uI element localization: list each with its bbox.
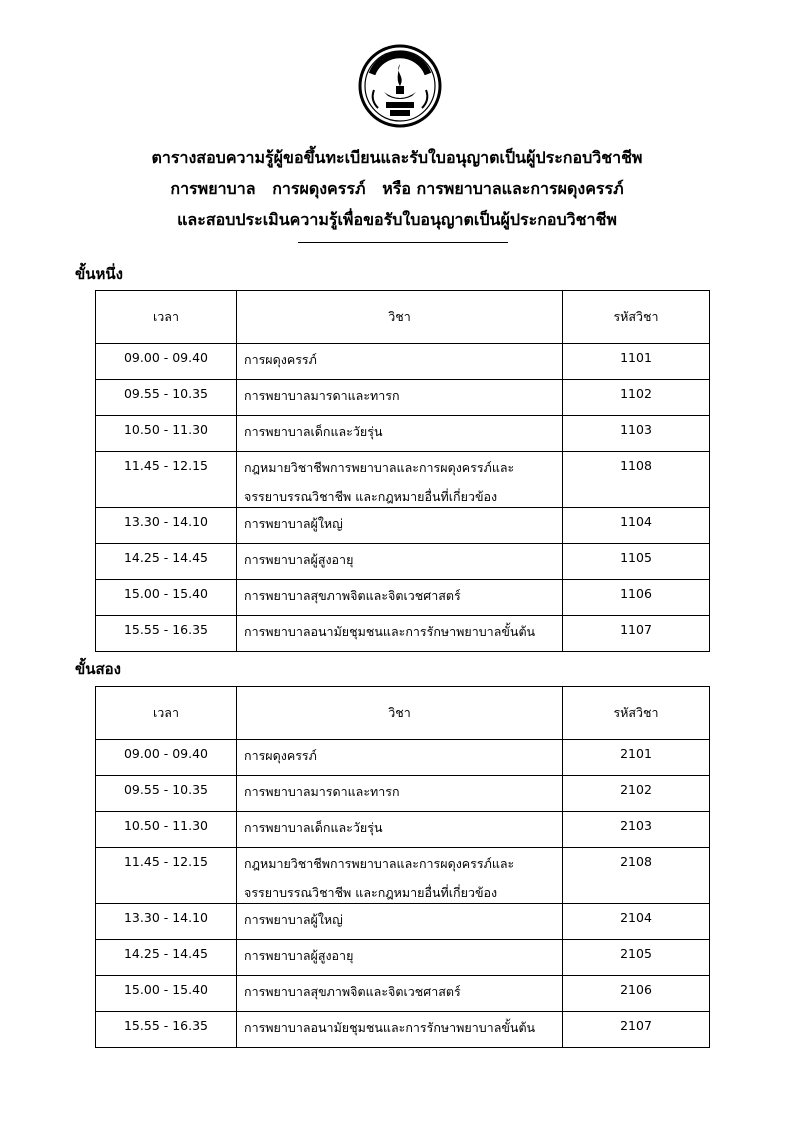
code-cell: 1102 xyxy=(563,380,710,416)
subject-cell xyxy=(237,508,563,544)
table-row xyxy=(96,616,710,652)
subject-text: การพยาบาลสุขภาพจิตและจิตเวชศาสตร์ xyxy=(244,984,461,999)
subject-cell xyxy=(237,904,563,940)
table-row xyxy=(96,380,710,416)
code-cell: 1101 xyxy=(563,344,710,380)
column-header-time: เวลา xyxy=(96,291,237,344)
section-title-level-1: ขั้นหนึ่ง xyxy=(75,265,123,283)
code-cell: 2107 xyxy=(563,1012,710,1048)
time-cell: 15.55 - 16.35 xyxy=(96,1012,237,1048)
time-cell: 15.00 - 15.40 xyxy=(96,976,237,1012)
table-row xyxy=(96,544,710,580)
code-cell: 1105 xyxy=(563,544,710,580)
column-header-code: รหัสวิชา xyxy=(563,291,710,344)
code-cell: 2104 xyxy=(563,904,710,940)
subject-cell xyxy=(237,380,563,416)
subject-text: การพยาบาลผู้ใหญ่ xyxy=(244,516,343,531)
time-cell: 10.50 - 11.30 xyxy=(96,812,237,848)
exam-schedule-table-level-2 xyxy=(95,686,710,1048)
code-cell: 2103 xyxy=(563,812,710,848)
code-cell: 2105 xyxy=(563,940,710,976)
subject-text: การพยาบาลเด็กและวัยรุ่น xyxy=(244,424,383,439)
subject-cell xyxy=(237,616,563,652)
table-header-row xyxy=(96,291,710,344)
table-row xyxy=(96,976,710,1012)
code-cell: 1104 xyxy=(563,508,710,544)
subject-text: การพยาบาลมารดาและทารก xyxy=(244,388,400,403)
subject-cell xyxy=(237,544,563,580)
subject-cell xyxy=(237,452,563,508)
subject-cell xyxy=(237,848,563,904)
table-row xyxy=(96,940,710,976)
time-cell: 14.25 - 14.45 xyxy=(96,940,237,976)
time-cell: 10.50 - 11.30 xyxy=(96,416,237,452)
code-cell: 1106 xyxy=(563,580,710,616)
time-cell: 14.25 - 14.45 xyxy=(96,544,237,580)
subject-text: การพยาบาลอนามัยชุมชนและการรักษาพยาบาลขั้นต้น xyxy=(244,624,536,639)
time-cell: 09.00 - 09.40 xyxy=(96,344,237,380)
table-row xyxy=(96,848,710,904)
subject-text-line-2: จรรยาบรรณวิชาชีพ และกฎหมายอื่นที่เกี่ยวข้อง xyxy=(244,885,498,900)
subject-text: การผดุงครรภ์ xyxy=(244,352,317,367)
table-row xyxy=(96,508,710,544)
code-cell: 1107 xyxy=(563,616,710,652)
section-title-level-2: ขั้นสอง xyxy=(75,660,121,678)
subject-text: การพยาบาลอนามัยชุมชนและการรักษาพยาบาลขั้นต้น xyxy=(244,1020,536,1035)
title-line-3: และสอบประเมินความรู้เพื่อขอรับใบอนุญาตเป็นผู้ประกอบวิชาชีพ xyxy=(177,210,617,229)
code-cell: 2102 xyxy=(563,776,710,812)
time-cell: 11.45 - 12.15 xyxy=(96,452,237,508)
time-cell: 15.00 - 15.40 xyxy=(96,580,237,616)
time-cell: 13.30 - 14.10 xyxy=(96,508,237,544)
time-cell: 09.55 - 10.35 xyxy=(96,776,237,812)
subject-text-line-2: จรรยาบรรณวิชาชีพ และกฎหมายอื่นที่เกี่ยวข้อง xyxy=(244,489,498,504)
subject-text: กฎหมายวิชาชีพการพยาบาลและการผดุงครรภ์และ xyxy=(244,460,515,475)
code-cell: 2101 xyxy=(563,740,710,776)
subject-cell xyxy=(237,416,563,452)
exam-schedule-table-level-1 xyxy=(95,290,710,652)
subject-text: การผดุงครรภ์ xyxy=(244,748,317,763)
table-row xyxy=(96,776,710,812)
table-row xyxy=(96,416,710,452)
subject-cell xyxy=(237,940,563,976)
table-row xyxy=(96,580,710,616)
time-cell: 11.45 - 12.15 xyxy=(96,848,237,904)
subject-text: การพยาบาลเด็กและวัยรุ่น xyxy=(244,820,383,835)
subject-cell xyxy=(237,740,563,776)
subject-text: การพยาบาลผู้ใหญ่ xyxy=(244,912,343,927)
code-cell: 1108 xyxy=(563,452,710,508)
subject-text: การพยาบาลผู้สูงอายุ xyxy=(244,948,354,963)
subject-cell xyxy=(237,776,563,812)
title-line-2: การพยาบาล การผดุงครรภ์ หรือ การพยาบาลและการผดุงครรภ์ xyxy=(170,179,624,198)
council-seal-logo xyxy=(358,44,442,128)
subject-text: การพยาบาลสุขภาพจิตและจิตเวชศาสตร์ xyxy=(244,588,461,603)
subject-cell xyxy=(237,1012,563,1048)
time-cell: 15.55 - 16.35 xyxy=(96,616,237,652)
subject-text: กฎหมายวิชาชีพการพยาบาลและการผดุงครรภ์และ xyxy=(244,856,515,871)
column-header-subject: วิชา xyxy=(237,291,563,344)
table-row xyxy=(96,1012,710,1048)
time-cell: 09.00 - 09.40 xyxy=(96,740,237,776)
time-cell: 09.55 - 10.35 xyxy=(96,380,237,416)
table-row xyxy=(96,812,710,848)
title-line-1: ตารางสอบความรู้ผู้ขอขึ้นทะเบียนและรับใบอนุญาตเป็นผู้ประกอบวิชาชีพ xyxy=(151,148,643,167)
code-cell: 2106 xyxy=(563,976,710,1012)
title-divider xyxy=(298,242,508,243)
table-row xyxy=(96,740,710,776)
time-cell: 13.30 - 14.10 xyxy=(96,904,237,940)
column-header-code: รหัสวิชา xyxy=(563,687,710,740)
subject-cell xyxy=(237,580,563,616)
table-row xyxy=(96,344,710,380)
column-header-time: เวลา xyxy=(96,687,237,740)
table-row xyxy=(96,452,710,508)
subject-text: การพยาบาลผู้สูงอายุ xyxy=(244,552,354,567)
table-row xyxy=(96,904,710,940)
code-cell: 2108 xyxy=(563,848,710,904)
subject-cell xyxy=(237,812,563,848)
subject-cell xyxy=(237,344,563,380)
subject-cell xyxy=(237,976,563,1012)
column-header-subject: วิชา xyxy=(237,687,563,740)
table-header-row xyxy=(96,687,710,740)
code-cell: 1103 xyxy=(563,416,710,452)
subject-text: การพยาบาลมารดาและทารก xyxy=(244,784,400,799)
